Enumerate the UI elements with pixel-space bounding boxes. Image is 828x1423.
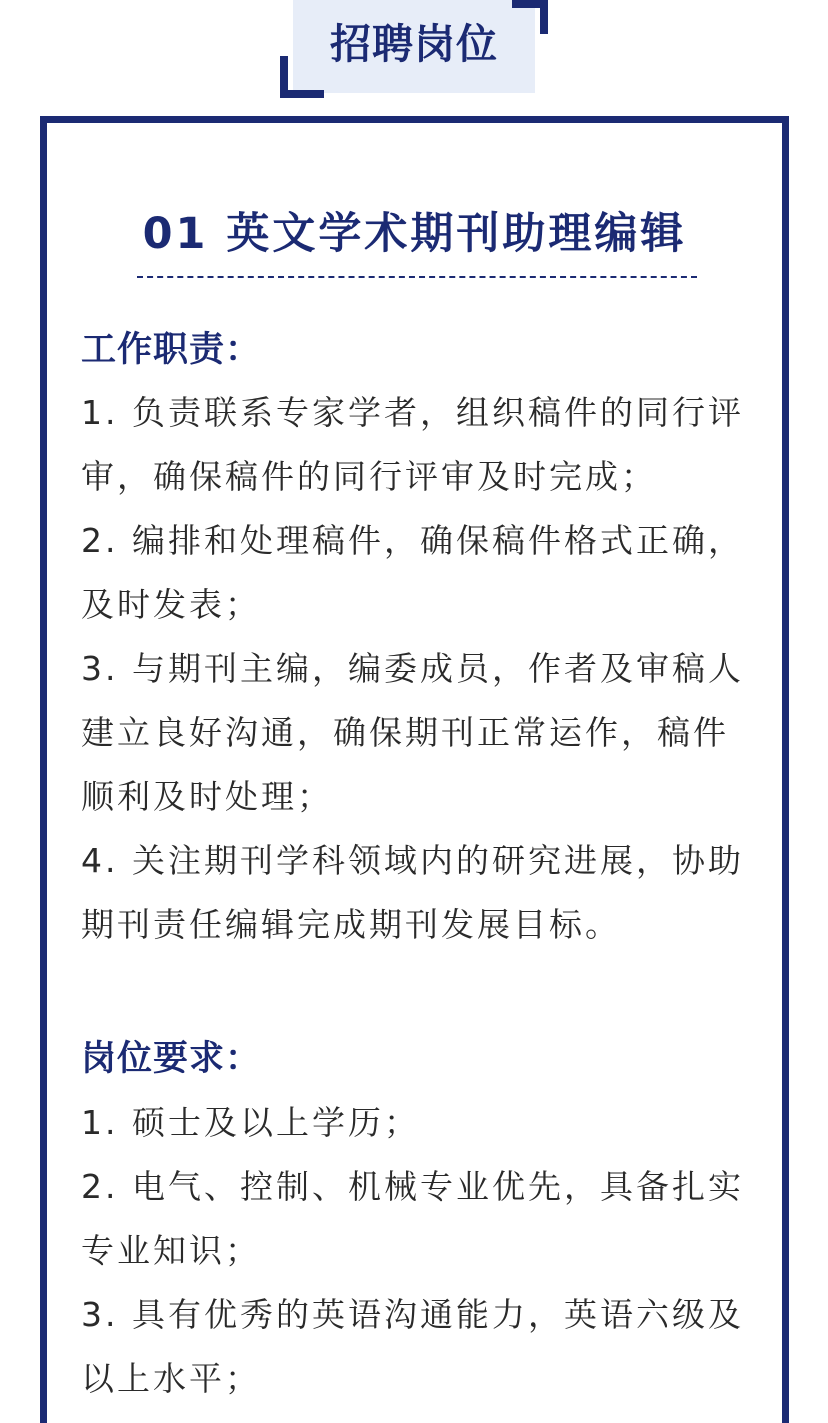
title-divider [137,276,697,278]
requirements-heading: 岗位要求： [81,1039,262,1079]
section-header [280,0,548,98]
duty-item: 3. 与期刊主编，编委成员，作者及审稿人建立良好沟通，确保期刊正常运作，稿件顺利及时处理； [81,649,744,816]
duty-item: 4. 关注期刊学科领域内的研究进展，协助期刊责任编辑完成期刊发展目标。 [81,841,744,944]
header-corner-bottom-left-horizontal [280,90,324,98]
duties-heading: 工作职责： [81,330,262,370]
duty-item: 2. 编排和处理稿件，确保稿件格式正确，及时发表； [81,521,744,624]
requirement-item: 3. 具有优秀的英语沟通能力，英语六级及以上水平； [81,1295,744,1398]
requirement-item: 2. 电气、控制、机械专业优先，具备扎实专业知识； [81,1167,744,1270]
job-title: 01 英文学术期刊助理编辑 [142,209,687,259]
job-card [40,116,789,1423]
duties-list [81,381,761,957]
header-title: 招聘岗位 [330,20,498,68]
requirements-list [81,1091,761,1411]
requirement-item: 1. 硕士及以上学历； [81,1103,420,1142]
duty-item: 1. 负责联系专家学者，组织稿件的同行评审，确保稿件的同行评审及时完成； [81,393,744,496]
